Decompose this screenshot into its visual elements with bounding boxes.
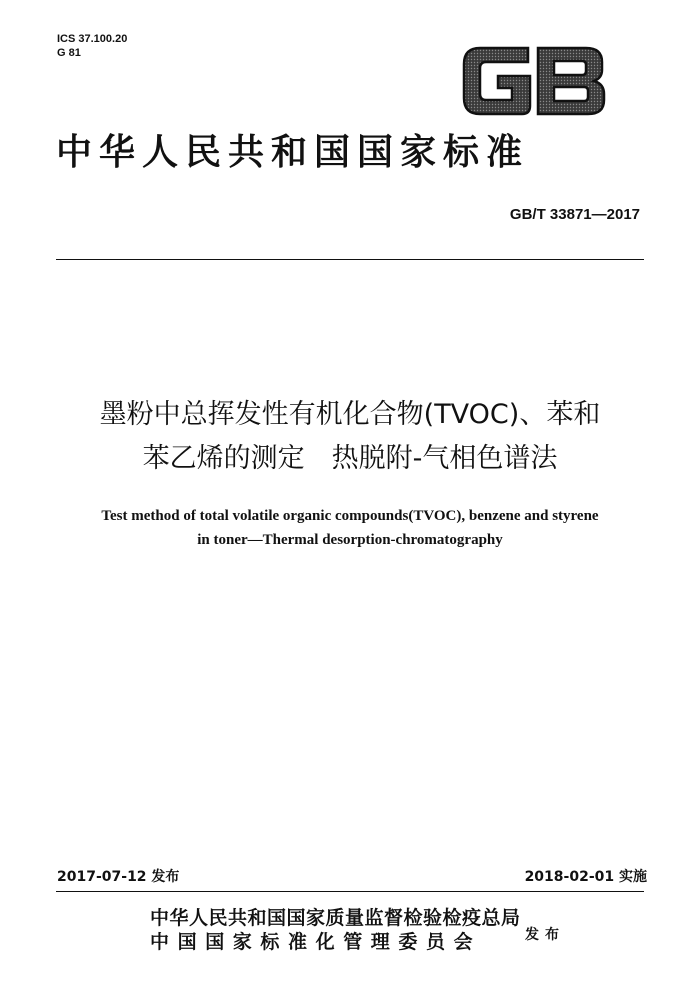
- implementation-date: 2018-02-01 实施: [524, 869, 647, 885]
- ics-code: ICS 37.100.20: [57, 33, 128, 45]
- chinese-title-line-2: 苯乙烯的测定 热脱附-气相色谱法: [142, 443, 558, 474]
- classification-codes: [57, 32, 127, 60]
- issuer-aqsiq: 中华人民共和国国家质量监督检验检疫总局: [150, 907, 521, 929]
- issuing-authorities: [150, 906, 521, 954]
- chinese-title-line-1: 墨粉中总挥发性有机化合物(TVOC)、苯和: [99, 399, 601, 430]
- english-title-line-2: in toner—Thermal desorption-chromatography: [197, 532, 503, 548]
- issue-word: 发布: [525, 927, 565, 943]
- top-divider: [56, 259, 644, 260]
- ccs-code: G 81: [57, 47, 81, 59]
- bottom-divider: [56, 891, 644, 892]
- gb-logo-icon: [458, 40, 608, 120]
- issuer-sac: 中国国家标准化管理委员会: [150, 931, 482, 953]
- standard-number: GB/T 33871—2017: [509, 206, 640, 223]
- english-title-line-1: Test method of total volatile organic compounds(TVOC), benzene and styrene: [101, 508, 599, 524]
- issue-date: 2017-07-12 发布: [57, 869, 180, 885]
- standard-title: 中华人民共和国国家标准: [56, 132, 530, 173]
